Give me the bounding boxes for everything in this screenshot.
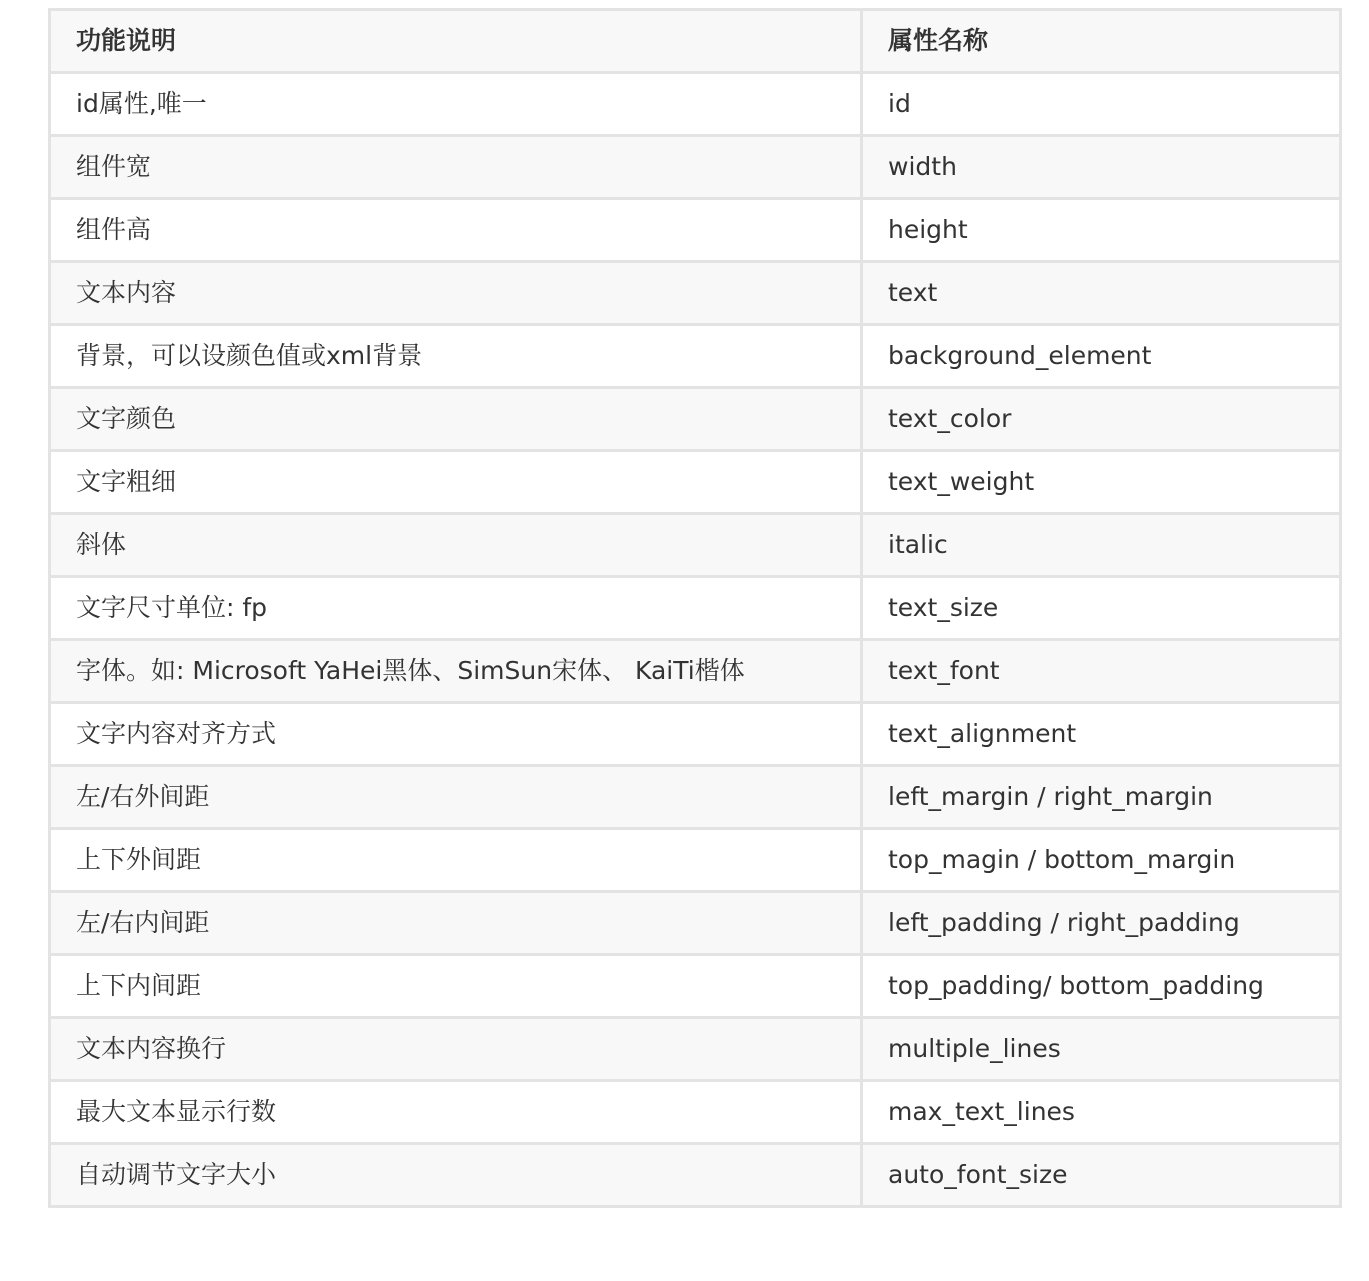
description-cell: 文字粗细 bbox=[50, 451, 862, 514]
table-row bbox=[50, 1144, 1341, 1207]
table-row bbox=[50, 451, 1341, 514]
description-cell: 文字颜色 bbox=[50, 388, 862, 451]
attribute-cell: text_weight bbox=[862, 451, 1341, 514]
attribute-cell: left_margin / right_margin bbox=[862, 766, 1341, 829]
description-cell: 字体。如: Microsoft YaHei黑体、SimSun宋体、 KaiTi楷体 bbox=[50, 640, 862, 703]
attribute-cell: max_text_lines bbox=[862, 1081, 1341, 1144]
attribute-cell: width bbox=[862, 136, 1341, 199]
attribute-cell: italic bbox=[862, 514, 1341, 577]
table-row bbox=[50, 577, 1341, 640]
attribute-table bbox=[48, 8, 1342, 1208]
description-cell: 上下外间距 bbox=[50, 829, 862, 892]
description-cell: 文字内容对齐方式 bbox=[50, 703, 862, 766]
attribute-cell: top_padding/ bottom_padding bbox=[862, 955, 1341, 1018]
table-row bbox=[50, 892, 1341, 955]
attribute-cell: top_magin / bottom_margin bbox=[862, 829, 1341, 892]
table-row bbox=[50, 388, 1341, 451]
description-cell: 自动调节文字大小 bbox=[50, 1144, 862, 1207]
table-row bbox=[50, 199, 1341, 262]
header-description: 功能说明 bbox=[50, 10, 862, 73]
table-row bbox=[50, 262, 1341, 325]
attribute-cell: auto_font_size bbox=[862, 1144, 1341, 1207]
attribute-cell: multiple_lines bbox=[862, 1018, 1341, 1081]
description-cell: 组件高 bbox=[50, 199, 862, 262]
description-cell: 左/右外间距 bbox=[50, 766, 862, 829]
attribute-cell: id bbox=[862, 73, 1341, 136]
attribute-cell: text_font bbox=[862, 640, 1341, 703]
table-row bbox=[50, 640, 1341, 703]
description-cell: 文本内容换行 bbox=[50, 1018, 862, 1081]
table-row bbox=[50, 325, 1341, 388]
attribute-cell: text bbox=[862, 262, 1341, 325]
attribute-cell: text_alignment bbox=[862, 703, 1341, 766]
table-row bbox=[50, 1081, 1341, 1144]
description-cell: 组件宽 bbox=[50, 136, 862, 199]
header-attribute-name: 属性名称 bbox=[862, 10, 1341, 73]
attribute-cell: left_padding / right_padding bbox=[862, 892, 1341, 955]
description-cell: 文字尺寸单位: fp bbox=[50, 577, 862, 640]
description-cell: id属性,唯一 bbox=[50, 73, 862, 136]
table-header-row bbox=[50, 10, 1341, 73]
table-row bbox=[50, 136, 1341, 199]
description-cell: 最大文本显示行数 bbox=[50, 1081, 862, 1144]
table-row bbox=[50, 703, 1341, 766]
attribute-cell: text_size bbox=[862, 577, 1341, 640]
table-row bbox=[50, 73, 1341, 136]
table-row bbox=[50, 1018, 1341, 1081]
description-cell: 文本内容 bbox=[50, 262, 862, 325]
table-row bbox=[50, 829, 1341, 892]
table-row bbox=[50, 955, 1341, 1018]
description-cell: 左/右内间距 bbox=[50, 892, 862, 955]
table-row bbox=[50, 514, 1341, 577]
attribute-cell: height bbox=[862, 199, 1341, 262]
attribute-cell: background_element bbox=[862, 325, 1341, 388]
description-cell: 斜体 bbox=[50, 514, 862, 577]
description-cell: 上下内间距 bbox=[50, 955, 862, 1018]
table-row bbox=[50, 766, 1341, 829]
description-cell: 背景，可以设颜色值或xml背景 bbox=[50, 325, 862, 388]
attribute-table-container bbox=[48, 8, 1339, 1208]
attribute-cell: text_color bbox=[862, 388, 1341, 451]
